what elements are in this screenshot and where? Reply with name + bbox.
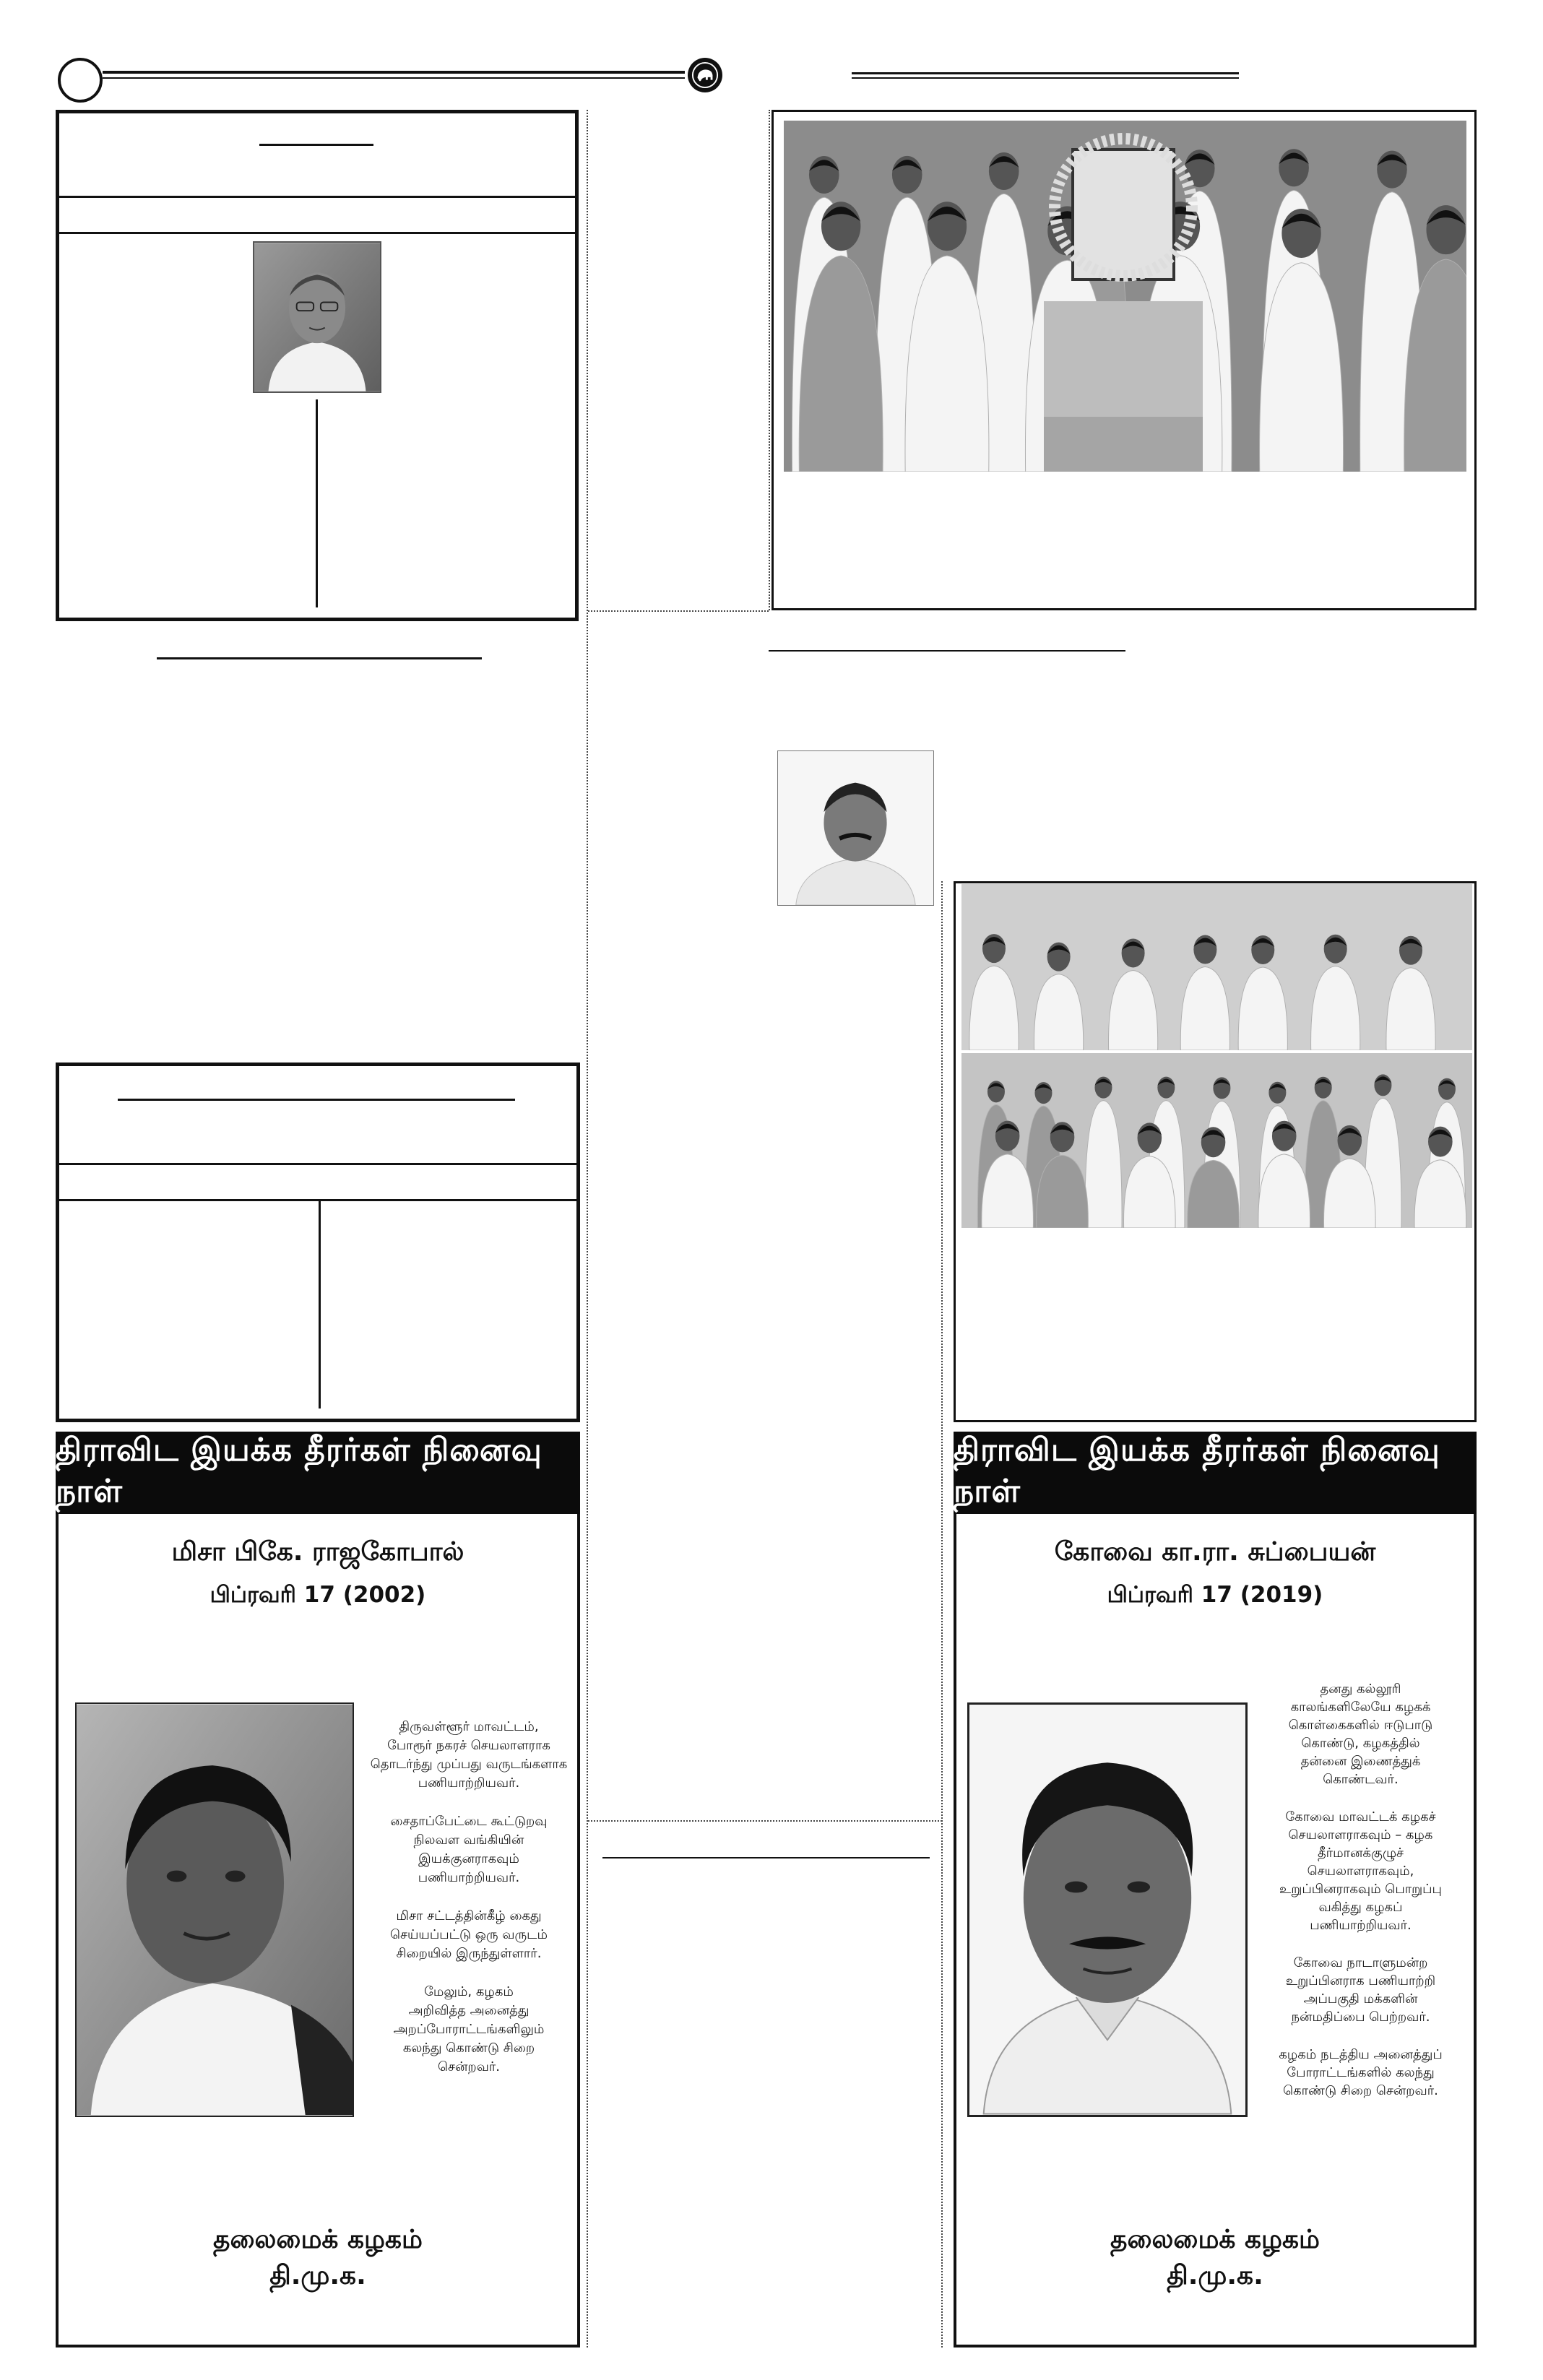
elephant-emblem-icon <box>688 58 722 92</box>
memorial-footer-line1-left: தலைமைக் கழகம் <box>213 2225 423 2254</box>
tribute-event-photo <box>784 121 1466 472</box>
memorial-portrait-left <box>75 1702 354 2117</box>
column-divider-main <box>587 110 588 2347</box>
obituary-rule-1 <box>59 196 575 198</box>
header-right-rule <box>852 72 1239 74</box>
leader-portrait-photo <box>777 750 934 906</box>
notice-rule-1 <box>59 1163 576 1165</box>
memorial-paragraph: சைதாப்பேட்டை கூட்டுறவு நிலவள வங்கியின் இயக்குனராகவும் பணியாற்றியவர். <box>390 1814 548 1885</box>
section-divider-top <box>588 610 769 612</box>
notice-rule-2 <box>59 1199 576 1201</box>
obituary-portrait-photo <box>253 241 381 393</box>
notice-column-rule <box>319 1200 321 1408</box>
memorial-date-right: பிப்ரவரி 17 (2019) <box>1107 1582 1323 1608</box>
column-divider-right <box>941 881 943 2347</box>
section-divider-middle <box>588 1820 942 1822</box>
memorial-portrait-right <box>967 1702 1248 2117</box>
obituary-rule-2 <box>59 232 575 234</box>
meeting-photo-bottom <box>961 1053 1472 1228</box>
page-number-circle <box>58 58 103 103</box>
meeting-photo-top <box>961 884 1472 1050</box>
memorial-name-right: கோவை கா.ரா. சுப்பையன் <box>1054 1537 1376 1567</box>
column-divider-top <box>769 110 770 610</box>
memorial-paragraph: திருவள்ளூர் மாவட்டம், போரூர் நகரச் செயலாளராக தொடர்ந்து முப்பது வருடங்களாக பணியாற்றியவர். <box>370 1719 568 1791</box>
memorial-footer-line2-right: தி.மு.க. <box>1167 2261 1263 2290</box>
memorial-text-left <box>360 1718 578 2122</box>
memorial-name-left: மிசா பிகே. ராஜகோபால் <box>171 1537 464 1567</box>
memorial-paragraph: தனது கல்லூரி காலங்களிலேயே கழகக் கொள்கைகளில் ஈடுபாடு கொண்டு, கழகத்தில் தன்னை இணைத்துக் கொண்டவர். <box>1288 1682 1433 1787</box>
memorial-footer-line1-right: தலைமைக் கழகம் <box>1110 2225 1320 2254</box>
article-title-rule <box>157 657 482 659</box>
notice-title-rule <box>118 1099 515 1101</box>
memorial-text-right <box>1250 1680 1471 2128</box>
memorial-date-left: பிப்ரவரி 17 (2002) <box>209 1582 426 1608</box>
header-rule-thin <box>103 77 685 79</box>
memorial-paragraph: கோவை மாவட்டக் கழகச் செயலாளராகவும் – கழக தீர்மானக்குழுச் செயலாளராகவும், உறுப்பினராகவும் பொறுப்பு வகித்து கழகப் பணியாற்றியவர். <box>1279 1809 1442 1933</box>
notice-box <box>56 1063 580 1422</box>
memorial-banner-left: திராவிட இயக்க தீரர்கள் நினைவு நாள் <box>56 1432 580 1514</box>
memorial-banner-right: திராவிட இயக்க தீரர்கள் நினைவு நாள் <box>954 1432 1477 1514</box>
obituary-column-rule <box>316 399 318 607</box>
header-rule-thick <box>103 71 685 74</box>
obituary-title-rule <box>259 144 373 146</box>
article-title-rule-center <box>602 1857 930 1858</box>
memorial-paragraph: மேலும், கழகம் அறிவித்த அனைத்து அறப்போராட்டங்களிலும் கலந்து கொண்டு சிறை சென்றவர். <box>393 1984 545 2074</box>
memorial-paragraph: கழகம் நடத்திய அனைத்துப் போராட்டங்களில் கலந்து கொண்டு சிறை சென்றவர். <box>1279 2047 1443 2098</box>
memorial-footer-line2-left: தி.மு.க. <box>269 2261 366 2290</box>
header-right-rule-2 <box>852 77 1239 79</box>
memorial-paragraph: கோவை நாடாளுமன்ற உறுப்பினராக பணியாற்றி அப்பகுதி மக்களின் நன்மதிப்பை பெற்றவர். <box>1285 1955 1436 2025</box>
memorial-paragraph: மிசா சட்டத்தின்கீழ் கைது செய்யப்பட்டு ஒரு வருடம் சிறையில் இருந்துள்ளார். <box>390 1908 548 1961</box>
article-title-rule-right <box>769 650 1125 652</box>
